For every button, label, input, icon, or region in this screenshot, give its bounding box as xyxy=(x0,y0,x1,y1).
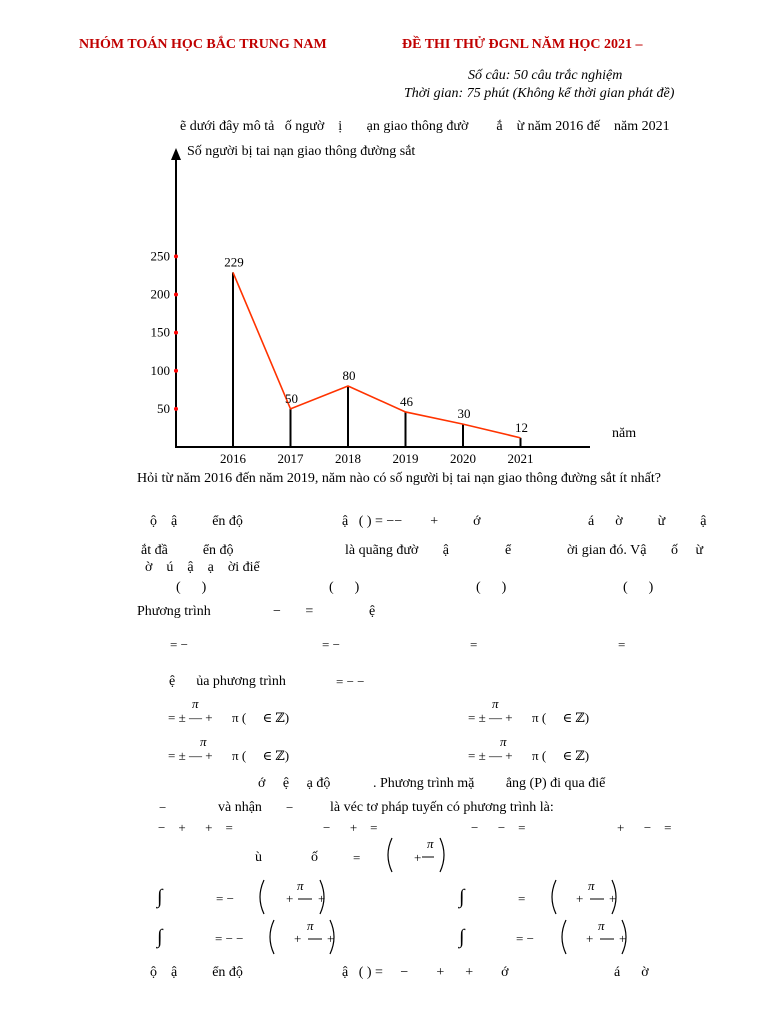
option-d: = xyxy=(618,637,626,652)
y-tick-marker xyxy=(174,369,178,373)
exam-duration: Thời gian: 75 phút (Không kể thời gian phát đề) xyxy=(404,86,675,101)
text-fragment: á ờ ừ ậ xyxy=(588,514,707,529)
text-fragment: ời gian đó. Vậ ố ừ xyxy=(567,543,704,558)
text-fragment: + xyxy=(327,931,335,946)
y-tick-label: 100 xyxy=(150,362,170,378)
text-fragment: − = xyxy=(273,604,314,619)
integral-sign: ∫ xyxy=(157,886,163,908)
pi-symbol: π xyxy=(297,878,304,893)
text-fragment: ộ ậ ển độ xyxy=(150,965,243,980)
data-label: 50 xyxy=(285,390,298,406)
pi-symbol: π xyxy=(588,878,595,893)
option-a: − + + = xyxy=(158,820,233,835)
y-tick-label: 250 xyxy=(150,248,170,264)
question-count: Số câu: 50 câu trắc nghiệm xyxy=(468,68,623,83)
text-fragment: ớ ệ ạ độ xyxy=(258,776,331,791)
option-c: − − = xyxy=(471,820,526,835)
integral-sign: ∫ xyxy=(459,886,465,908)
chart-intro: ẽ dưới đây mô tả ố ngườ ị ạn giao thông đườ ắ ừ năm 2016 đế năm 2021 xyxy=(180,119,670,134)
option-b: = − xyxy=(322,637,340,652)
x-tick-label: 2021 xyxy=(507,451,534,466)
answer-paren: ( ) xyxy=(176,580,207,595)
text-fragment: ắt đầ ển độ xyxy=(141,543,234,558)
option-a: = − xyxy=(216,891,234,906)
pi-symbol: π xyxy=(307,918,314,933)
pi-symbol: π xyxy=(598,918,605,933)
group-name: NHÓM TOÁN HỌC BẮC TRUNG NAM xyxy=(79,37,327,52)
data-label: 229 xyxy=(224,254,244,270)
text-fragment: . Phương trình mặ ẳng (P) đi qua điể xyxy=(373,776,606,791)
option-c: = xyxy=(470,637,478,652)
text-fragment: = xyxy=(353,850,361,865)
text-fragment: + xyxy=(576,891,584,906)
y-tick-label: 50 xyxy=(157,400,170,416)
pi-symbol: π xyxy=(192,696,199,711)
text-fragment: và nhận xyxy=(218,800,262,815)
y-tick-marker xyxy=(174,331,178,335)
integral-sign: ∫ xyxy=(157,926,163,948)
option-c: = ± — + π ( ∈ ℤ) xyxy=(168,748,290,763)
exam-title: ĐỀ THI THỬ ĐGNL NĂM HỌC 2021 – xyxy=(402,37,643,52)
text-fragment: ệ ủa phương trình xyxy=(169,674,286,689)
x-tick-label: 2017 xyxy=(277,451,304,466)
option-c: = − − xyxy=(215,931,244,946)
y-tick-marker xyxy=(174,407,178,411)
y-tick-marker xyxy=(174,293,178,297)
y-tick-label: 150 xyxy=(150,324,170,340)
option-d: = ± — + π ( ∈ ℤ) xyxy=(468,748,590,763)
text-fragment: Phương trình xyxy=(137,604,211,619)
x-tick-label: 2016 xyxy=(220,451,246,466)
option-b: − + = xyxy=(323,820,378,835)
text-fragment: ệ xyxy=(369,604,376,619)
option-a: = − xyxy=(170,637,188,652)
text-fragment: ậ ( ) = − + + ớ xyxy=(342,965,509,980)
text-fragment: − xyxy=(286,800,294,815)
text-fragment: ờ ú ậ ạ ời điể xyxy=(145,560,260,575)
pi-symbol: π xyxy=(200,734,207,749)
integral-sign: ∫ xyxy=(459,926,465,948)
question-text: Hỏi từ năm 2016 đến năm 2019, năm nào có số người bị tai nạn giao thông đường sắt ít nhất? xyxy=(137,471,661,486)
text-fragment: ậ ( ) = −− + ớ xyxy=(342,514,481,529)
answer-paren: ( ) xyxy=(476,580,507,595)
y-tick-marker xyxy=(174,254,178,258)
text-fragment: + xyxy=(609,891,617,906)
chart-title: Số người bị tai nạn giao thông đường sắt xyxy=(187,144,416,159)
option-b: = xyxy=(518,891,526,906)
text-fragment: + xyxy=(414,850,422,865)
x-tick-label: 2018 xyxy=(335,451,361,466)
x-axis-label: năm xyxy=(612,426,637,441)
x-tick-label: 2019 xyxy=(392,451,419,466)
text-fragment: ù ố xyxy=(255,850,318,865)
option-a: = ± — + π ( ∈ ℤ) xyxy=(168,710,290,725)
pi-symbol: π xyxy=(427,836,434,851)
series-line xyxy=(233,272,521,437)
text-fragment: á ờ xyxy=(614,965,649,980)
text-fragment: + xyxy=(586,931,594,946)
text-fragment: ộ ậ ển độ xyxy=(150,514,243,529)
option-d: = − xyxy=(516,931,534,946)
pi-symbol: π xyxy=(492,696,499,711)
text-fragment: − xyxy=(159,800,167,815)
y-tick-label: 200 xyxy=(150,286,170,302)
text-fragment: + xyxy=(318,891,326,906)
option-d: + − = xyxy=(617,820,672,835)
text-fragment: là quãng đườ ậ ể xyxy=(345,543,512,558)
text-fragment: + xyxy=(286,891,294,906)
option-b: = ± — + π ( ∈ ℤ) xyxy=(468,710,590,725)
answer-paren: ( ) xyxy=(329,580,360,595)
text-fragment: = − − xyxy=(336,674,365,689)
text-fragment: là véc tơ pháp tuyến có phương trình là: xyxy=(330,800,554,815)
data-label: 30 xyxy=(457,406,471,422)
text-fragment: + xyxy=(294,931,302,946)
data-label: 46 xyxy=(400,393,413,409)
data-label: 80 xyxy=(342,368,356,383)
text-fragment: + xyxy=(619,931,627,946)
answer-paren: ( ) xyxy=(623,580,654,595)
x-tick-label: 2020 xyxy=(450,451,476,466)
data-label: 12 xyxy=(515,419,528,435)
pi-symbol: π xyxy=(500,734,507,749)
